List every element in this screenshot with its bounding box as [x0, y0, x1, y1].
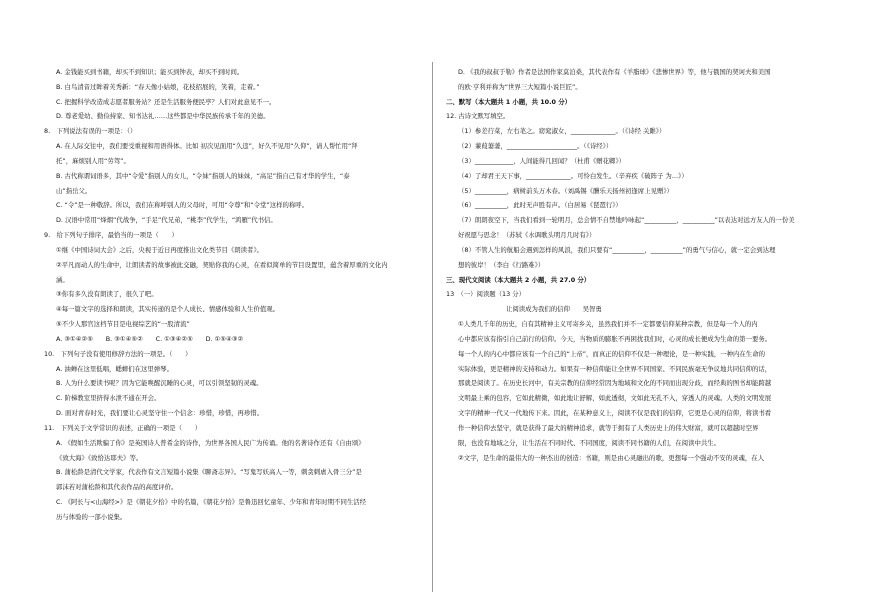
text-line: 每一个人的内心中都应该有一个自己的“上帝”，而真正的信仰不仅是一种理论，是一种实践，一种内在生命的	[458, 349, 765, 358]
text-line: ①人类几千年的历史，自有其精神主义可寄乡关，虽然我们并不一定都要信仰某种宗教，但是每一个人的内	[458, 320, 758, 329]
question-line: 12. 古诗文默写填空。	[446, 112, 510, 121]
text-line: A. ③①④②⑤ B. ③①④⑤② C. ①③④②⑤ D. ①⑤④③②	[56, 334, 244, 343]
text-line: D. 尊老爱幼、勤俭持家、知书达礼……这些都是中华民族传承千年的美德。	[56, 112, 270, 121]
text-line: B. 古代称谓词语多，其中“令爱”指别人的女儿，“令妹”指别人的妹妹，“高足”指自己有才华的学生，“泰	[56, 171, 350, 180]
left-column	[44, 68, 424, 528]
text-line: B. 人为什么要读书呢？因为它能唤醒沉睡的心灵，可以引领坚韧的灵魂。	[56, 379, 263, 388]
text-line: （1）参差荇菜，左右芼之。窈窕淑女，______________。（《诗经 关雎》）	[458, 127, 666, 136]
text-line: ⑤不少人那官这档节目是电视综艺的“一股清流”	[56, 320, 190, 329]
question-line: 10. 下列句子没有使用修辞方法的一项是。（ ）	[44, 349, 192, 358]
question-line: 11. 下列关于文学常识的表述，正确的一项是（ ）	[44, 423, 202, 432]
text-line: （6）__________，此时无声胜有声。（白居易《琵琶行》）	[458, 201, 622, 210]
text-line: 涵。	[56, 275, 69, 284]
text-line: C. 阶梯教室里挤得水泄不通在开会。	[56, 394, 161, 403]
text-line: ①继《中国诗词大会》之后，央视于近日再度推出文化类节目《朗读者》。	[56, 245, 264, 254]
text-line: 托”，麻烦别人用“劳驾”。	[56, 156, 130, 165]
text-line: 实际体验，更是精神的支持和动力。如果有一种信仰能让全世界不同国家、不同民族毫无争议地共同信仰的话，	[458, 364, 772, 373]
text-line: 山”指岳父。	[56, 186, 92, 195]
text-line: 历与体验的一部小说集。	[56, 512, 127, 521]
text-line: B. 蒲松龄是清代文学家，代表作有文言短篇小说集《聊斋志异》。“写鬼写妖高人一等，刺贪刺虐入骨三分”是	[56, 468, 362, 477]
text-line: 文字的精神一代又一代地传下来。因此，在某种意义上，阅读不仅是我们的信仰，它更是心灵的信仰，将读书看	[458, 409, 772, 418]
text-line: 郭沫若对蒲松龄和其代表作品的高度评价。	[56, 483, 178, 492]
text-line: C. 把握科学改造成志愿者服务站？还是生活服务便民亭？人们对此意见不一。	[56, 97, 276, 106]
text-line: ②平凡而动人的生命中，让朗读者的故事被此交融，契贴你我的心灵，在看似简单的节目设置里，蕴含着厚重的文化内	[56, 260, 388, 269]
text-line: （2）蒹葭萋萋，______________________。（《诗经》）	[458, 142, 613, 151]
text-line: 心中都应该有指引自己前行的信仰。今天，当物质的膨胀不再困扰我们时，心灵的成长便成为生命的第一要务。	[458, 334, 772, 343]
text-line: 限，也没有地域之分，让生活在不同时代、不同国度，阅读不同书籍的人们，在阅读中共生。	[458, 438, 721, 447]
section-heading: 二、默写（本大题共 1 小题，共 10.0 分）	[446, 97, 571, 106]
text-line: A. 《假如生活欺骗了你》是英国诗人普希金的诗作，为世界各国人民广为传诵。他的名著诗作还有《自由颂》	[56, 438, 365, 447]
text-line: ④每一篇文字的选择和朗读，其实传递的是个人成长、情感体验和人生价值观。	[56, 305, 280, 314]
text-line: （4）了却君王天下事，______________。可怜白发生。（辛弃疾《破阵子 为…》）	[458, 171, 688, 180]
text-line: （5）__________，病树前头万木春。（刘禹锡《酬乐天扬州初逢席上见赠》）	[458, 186, 673, 195]
text-line: B. 白鸟清音过眸着芙秀新：“春天像小姑娘，花枝招展的，笑着，走着。”	[56, 82, 260, 91]
text-line: C. 《阿长与<山海经>》是《朝花夕拾》中的名篇，《朝花夕拾》是鲁迅回忆童年、少年和青年时期不同生活经	[56, 498, 367, 507]
text-line: A. 金钱能买到书籍，却买不到知识；能买到钟表，却买不到时间。	[56, 68, 244, 76]
question-line: 13 （一）阅读题（13 分）	[446, 290, 526, 299]
question-line: 8. 下列说法有误的一项是：（）	[44, 127, 137, 136]
text-line: （3）____________，人间能得几回闻？（杜甫《赠花卿》）	[458, 156, 626, 165]
text-line: 好祝愿与思念！（苏轼《水调歌头明月几时有》）	[458, 231, 596, 240]
text-line: ③你有多久没有朗读了，很久了吧。	[56, 290, 158, 299]
text-line: D. 面对青春时光，我们要让心灵坚守住一个信念：珍惜，珍惜，再珍惜。	[56, 409, 264, 418]
section-heading: 三、现代文阅读（本大题共 2 小题，共 27.0 分）	[446, 275, 591, 284]
text-line: 那就是阅读了。在历史长河中，有关宗教的信仰经常因为地域和文化的不同而出现分歧，而经典的图书却能跨越	[458, 379, 772, 388]
text-line: 让阅读成为我们的信仰 吴智勇	[506, 305, 602, 314]
text-line: 《致大海》《致恰达耶夫》等。	[56, 453, 143, 462]
text-line: 作一种信仰去坚守，就是获得了最大的精神追求，就等于拥有了人类历史上的伟大财富，就可以超越时空界	[458, 423, 759, 432]
text-line: D. 《我的叔叔于勒》作者是法国作家莫泊桑，其代表作有《羊脂球》《悲惨世界》等，他与俄国的契诃夫和美国	[458, 68, 771, 76]
text-line: A. 在人际交往中，我们要受重视和用语得体。比如 初次见面用“久违”，好久不见用“久仰”，请人帮忙用“拜	[56, 142, 358, 151]
column-divider	[432, 62, 433, 592]
text-line: （7）朗朗夜空下，当我们看到一轮明月，总会情不自禁地吟咏起“__________，__________”以表达对远方友人的一份美	[458, 216, 795, 225]
text-line: D. 汉语中常用“烽烟”代战争，“手足”代兄弟，“桃李”代学生，“鸿雁”代书信。	[56, 216, 277, 225]
text-line: A. 油蝉在这里低唱，蟋蟀们在这里弹琴。	[56, 364, 173, 373]
text-line: （8）不管人生的航船会遇到怎样的风浪，我们只要有“__________，__________”的勇气与信心，就一定会到达理	[458, 245, 776, 254]
text-line: 文明最上乘的包容，它如此精微，如此地让舒解，如此透彻，文如此无孔不入，穿透人的灵魂。人类的文明发展	[458, 394, 772, 403]
question-line: 9. 给下列句子排序，最恰当的一项是（ ）	[44, 231, 178, 240]
right-column	[446, 68, 844, 468]
text-line: 的欧·亨利并称为“世界三大短篇小说巨匠”。	[458, 82, 582, 91]
text-line: ②文字，是生命的最伟大的一种杰出的创造：书籍，则是由心灵融出的歌，更想每一个强动不安的灵魂，在人	[458, 453, 765, 462]
text-line: C. “令”是一种敬辞。所以，我们在称呼别人的父母时，可用“令尊”和“令堂”这样的称呼。	[56, 201, 309, 210]
text-line: 想的彼岸！（李白《行路难》）	[458, 260, 545, 269]
